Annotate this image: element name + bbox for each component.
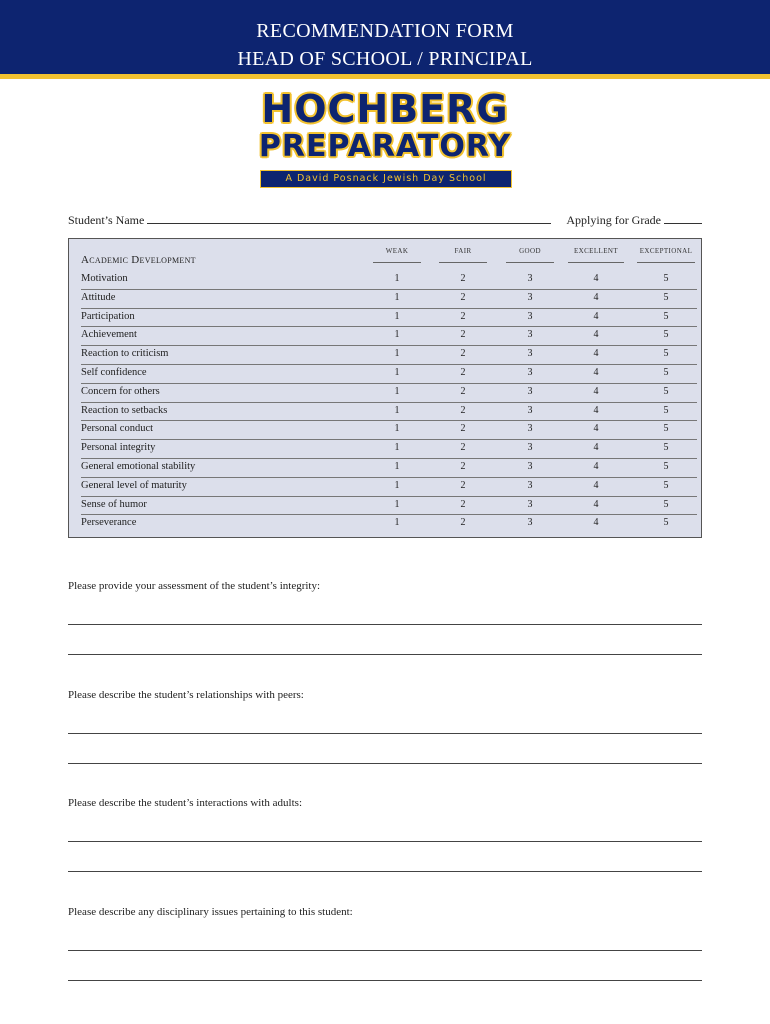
- criterion-label: Achievement: [81, 329, 137, 341]
- criterion-label: Personal integrity: [81, 442, 156, 454]
- rating-option-5[interactable]: 5: [663, 423, 669, 435]
- rating-option-5[interactable]: 5: [663, 479, 669, 491]
- student-name-field[interactable]: [68, 212, 551, 228]
- rating-option-2[interactable]: 2: [460, 461, 466, 472]
- grade-label: Applying for Grade: [566, 213, 661, 227]
- header-gold-stripe: [0, 74, 770, 79]
- rating-option-1[interactable]: 1: [394, 329, 400, 341]
- criterion-label: Reaction to setbacks: [81, 404, 168, 416]
- rating-option-5[interactable]: 5: [663, 291, 669, 303]
- criterion-label: Concern for others: [81, 385, 160, 397]
- rating-option-1[interactable]: 1: [394, 310, 400, 322]
- rating-option-5[interactable]: 5: [663, 498, 669, 510]
- rating-option-2[interactable]: 2: [460, 423, 466, 435]
- logo-tagline: A David Posnack Jewish Day School: [260, 170, 512, 188]
- logo-line2: PREPARATORY: [258, 129, 512, 164]
- question-prompt: Please describe the student’s relationships with peers:: [68, 689, 304, 701]
- rating-option-1[interactable]: 1: [394, 291, 400, 303]
- rating-option-3[interactable]: 3: [527, 385, 533, 397]
- criterion-label: Reaction to criticism: [81, 348, 169, 360]
- rating-row: [81, 402, 697, 422]
- rating-option-3[interactable]: 3: [527, 442, 533, 454]
- assessment-panel: [68, 238, 702, 538]
- rating-option-3[interactable]: 3: [527, 479, 533, 491]
- rating-option-3[interactable]: 3: [527, 423, 533, 435]
- scale-header-excellent: EXCELLENT: [568, 244, 624, 263]
- rating-option-4[interactable]: 4: [593, 385, 599, 397]
- criterion-label: Sense of humor: [81, 498, 147, 510]
- answer-line[interactable]: [68, 871, 702, 872]
- rating-option-2[interactable]: 2: [460, 442, 466, 454]
- question-prompt: Please describe any disciplinary issues pertaining to this student:: [68, 906, 353, 918]
- rating-option-5[interactable]: 5: [663, 404, 669, 416]
- rating-option-3[interactable]: 3: [527, 273, 533, 284]
- rating-option-5[interactable]: 5: [663, 461, 669, 472]
- criterion-label: Self confidence: [81, 367, 147, 378]
- rating-row: [81, 477, 697, 497]
- rating-row: [81, 496, 697, 516]
- rating-option-1[interactable]: 1: [394, 404, 400, 416]
- rating-row: [81, 420, 697, 440]
- rating-option-3[interactable]: 3: [527, 404, 533, 416]
- rating-row: [81, 364, 697, 384]
- criterion-label: General level of maturity: [81, 479, 187, 491]
- rating-option-3[interactable]: 3: [527, 517, 533, 529]
- rating-option-4[interactable]: 4: [593, 367, 599, 378]
- rating-option-5[interactable]: 5: [663, 348, 669, 360]
- grade-field[interactable]: [566, 212, 702, 228]
- rating-option-2[interactable]: 2: [460, 329, 466, 341]
- rating-option-1[interactable]: 1: [394, 498, 400, 510]
- form-title-line2: HEAD OF SCHOOL / PRINCIPAL: [237, 48, 533, 70]
- rating-option-3[interactable]: 3: [527, 310, 533, 322]
- rating-option-5[interactable]: 5: [663, 517, 669, 529]
- rating-option-5[interactable]: 5: [663, 273, 669, 284]
- rating-option-2[interactable]: 2: [460, 348, 466, 360]
- rating-option-2[interactable]: 2: [460, 404, 466, 416]
- scale-header-exceptional: EXCEPTIONAL: [637, 244, 695, 263]
- rating-option-3[interactable]: 3: [527, 291, 533, 303]
- rating-row: [81, 439, 697, 459]
- rating-option-4[interactable]: 4: [593, 273, 599, 284]
- logo-line1: HOCHBERG: [261, 87, 509, 131]
- scale-header-fair: FAIR: [439, 244, 487, 263]
- student-name-blank[interactable]: [147, 212, 551, 224]
- scale-header-weak: WEAK: [373, 244, 421, 263]
- grade-blank[interactable]: [664, 212, 702, 224]
- rating-option-1[interactable]: 1: [394, 442, 400, 454]
- rating-option-5[interactable]: 5: [663, 367, 669, 378]
- criterion-label: Personal conduct: [81, 423, 154, 435]
- rating-row: [81, 289, 697, 309]
- answer-line[interactable]: [68, 624, 702, 625]
- rating-option-2[interactable]: 2: [460, 498, 466, 510]
- criterion-label: Motivation: [81, 273, 128, 284]
- rating-row: [81, 458, 697, 478]
- rating-option-3[interactable]: 3: [527, 461, 533, 472]
- rating-option-1[interactable]: 1: [394, 461, 400, 472]
- student-name-label: Student’s Name: [68, 213, 145, 227]
- rating-option-1[interactable]: 1: [394, 348, 400, 360]
- answer-line[interactable]: [68, 733, 702, 734]
- rating-option-2[interactable]: 2: [460, 385, 466, 397]
- rating-option-4[interactable]: 4: [593, 329, 599, 341]
- school-logo: [258, 88, 512, 188]
- rating-option-5[interactable]: 5: [663, 329, 669, 341]
- rating-option-3[interactable]: 3: [527, 348, 533, 360]
- form-title-line1: RECOMMENDATION FORM: [256, 20, 514, 42]
- answer-line[interactable]: [68, 654, 702, 655]
- rating-option-2[interactable]: 2: [460, 479, 466, 491]
- criterion-label: Participation: [81, 310, 135, 322]
- answer-line[interactable]: [68, 763, 702, 764]
- rating-option-4[interactable]: 4: [593, 310, 599, 322]
- rating-option-3[interactable]: 3: [527, 329, 533, 341]
- scale-header-good: GOOD: [506, 244, 554, 263]
- criterion-label: General emotional stability: [81, 461, 196, 472]
- rating-option-2[interactable]: 2: [460, 310, 466, 322]
- rating-row: [81, 308, 697, 328]
- rating-option-5[interactable]: 5: [663, 442, 669, 454]
- answer-line[interactable]: [68, 841, 702, 842]
- answer-line[interactable]: [68, 950, 702, 951]
- rating-option-4[interactable]: 4: [593, 423, 599, 435]
- answer-line[interactable]: [68, 980, 702, 981]
- rating-option-4[interactable]: 4: [593, 442, 599, 454]
- rating-option-1[interactable]: 1: [394, 517, 400, 529]
- rating-option-4[interactable]: 4: [593, 404, 599, 416]
- rating-option-2[interactable]: 2: [460, 291, 466, 303]
- rating-option-1[interactable]: 1: [394, 367, 400, 378]
- rating-row: [81, 383, 697, 403]
- rating-option-1[interactable]: 1: [394, 479, 400, 491]
- rating-option-5[interactable]: 5: [663, 310, 669, 322]
- rating-option-3[interactable]: 3: [527, 367, 533, 378]
- criterion-label: Perseverance: [81, 517, 137, 529]
- rating-option-2[interactable]: 2: [460, 273, 466, 284]
- rating-option-1[interactable]: 1: [394, 273, 400, 284]
- rating-option-1[interactable]: 1: [394, 385, 400, 397]
- rating-option-4[interactable]: 4: [593, 461, 599, 472]
- rating-row: [81, 270, 697, 290]
- rating-row: [81, 514, 697, 533]
- rating-option-2[interactable]: 2: [460, 367, 466, 378]
- rating-option-5[interactable]: 5: [663, 385, 669, 397]
- question-prompt: Please describe the student’s interactions with adults:: [68, 797, 303, 809]
- question-prompt: Please provide your assessment of the student’s integrity:: [68, 580, 321, 592]
- section-title: Academic Development: [81, 254, 196, 266]
- rating-row: [81, 326, 697, 346]
- rating-option-4[interactable]: 4: [593, 498, 599, 510]
- criterion-label: Attitude: [81, 291, 116, 303]
- rating-option-2[interactable]: 2: [460, 517, 466, 529]
- rating-option-4[interactable]: 4: [593, 479, 599, 491]
- rating-option-3[interactable]: 3: [527, 498, 533, 510]
- rating-option-4[interactable]: 4: [593, 348, 599, 360]
- rating-option-1[interactable]: 1: [394, 423, 400, 435]
- rating-option-4[interactable]: 4: [593, 291, 599, 303]
- rating-row: [81, 345, 697, 365]
- rating-option-4[interactable]: 4: [593, 517, 599, 529]
